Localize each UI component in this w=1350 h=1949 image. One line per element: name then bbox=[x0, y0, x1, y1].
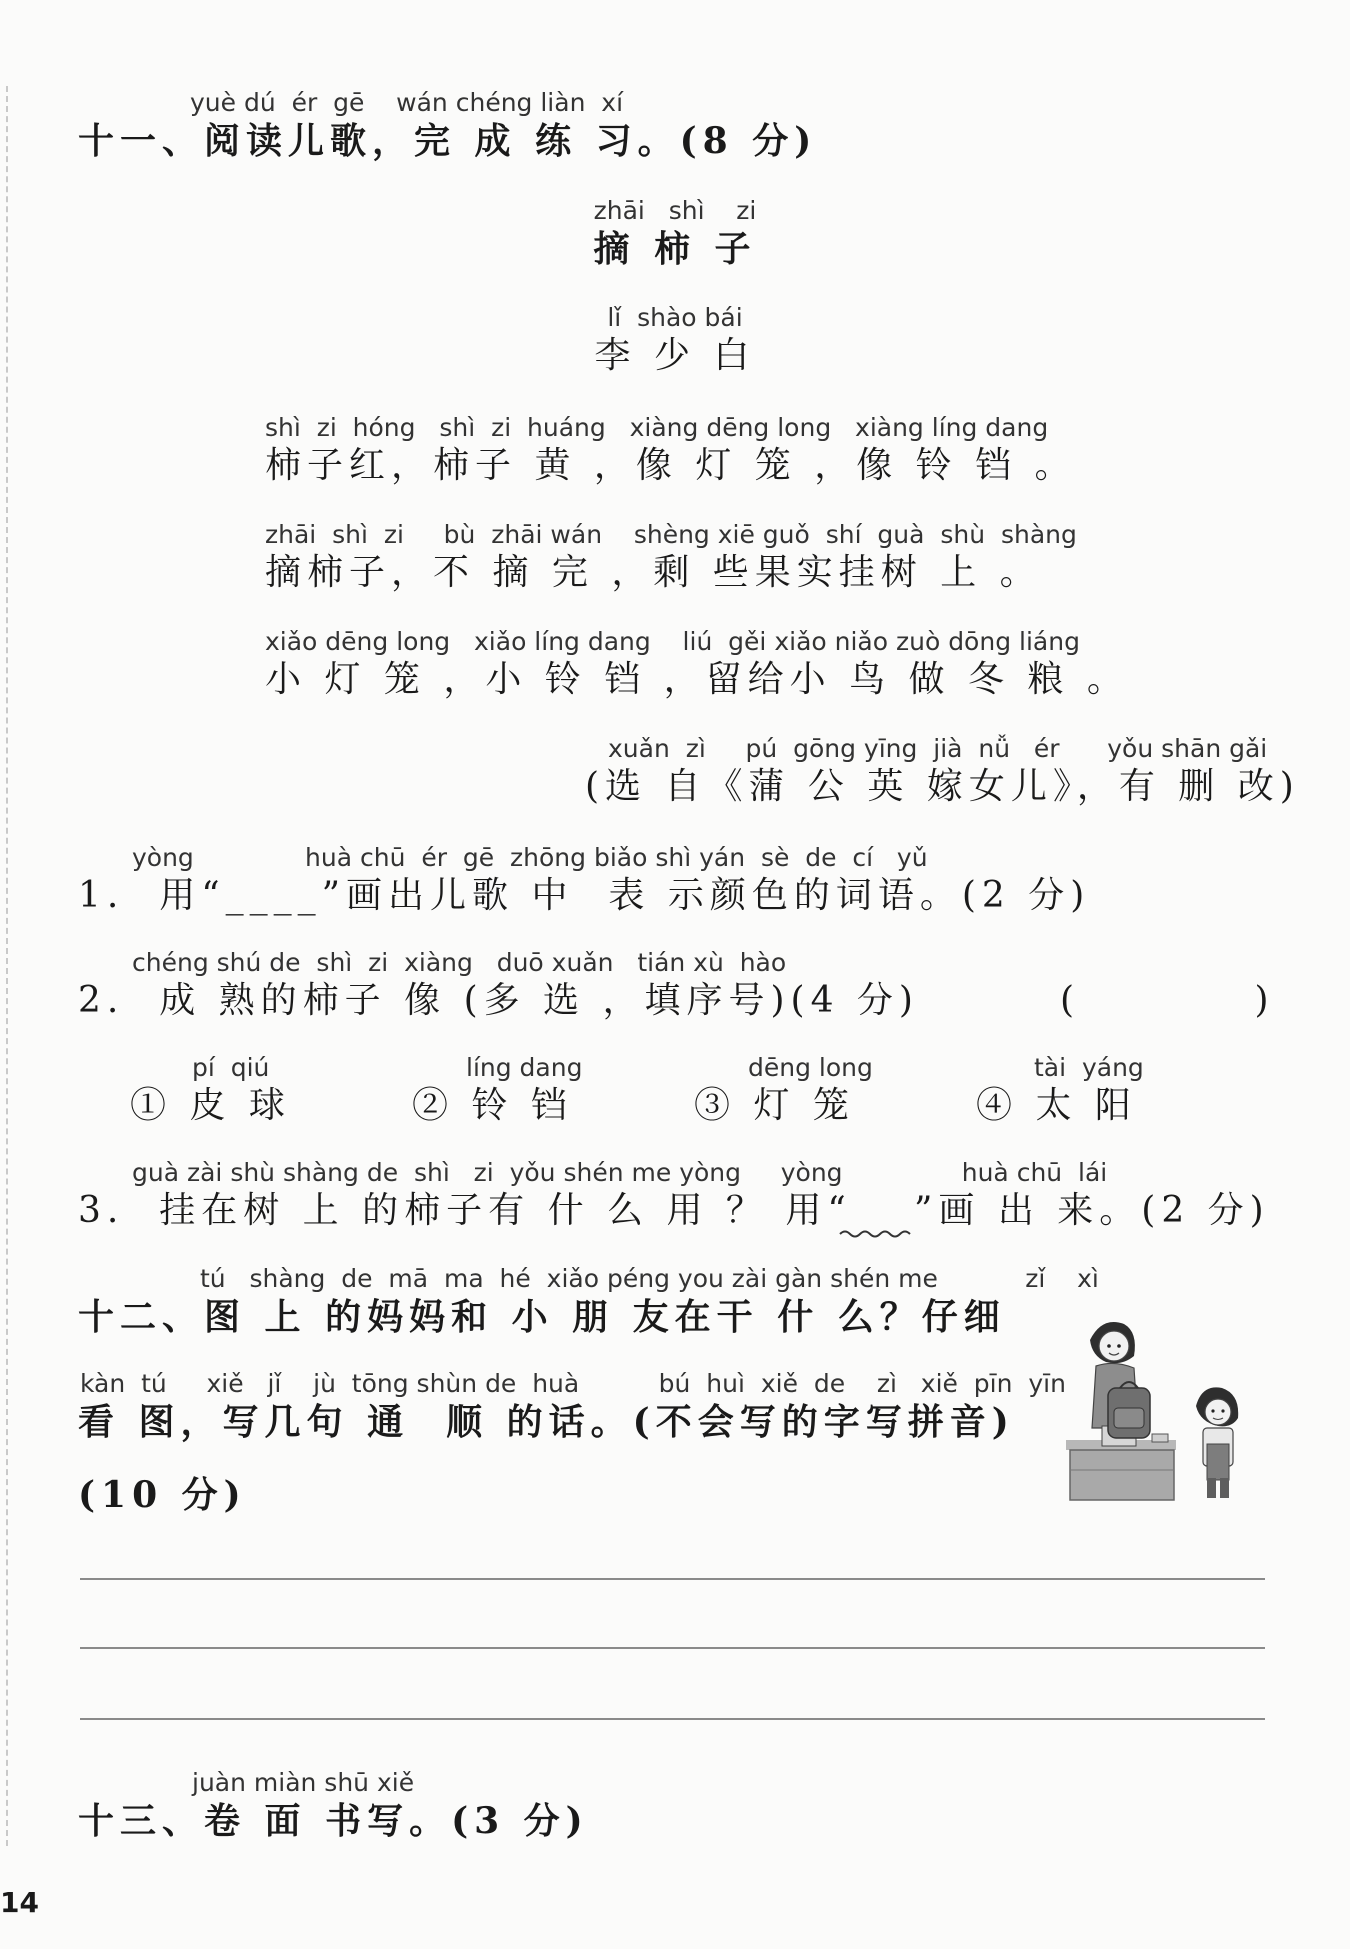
section13-title: 十三、卷 面 书写。(3 分) bbox=[78, 1800, 589, 1842]
q2-option4-pinyin: tài yáng bbox=[1034, 1053, 1144, 1082]
poem-line1: 柿子红，柿子 黄 ，像 灯 笼 ，像 铃 铛 。 bbox=[265, 445, 1077, 486]
poem-title: 摘 柿 子 bbox=[593, 228, 757, 270]
poem-title-pinyin: zhāi shì zi bbox=[593, 196, 757, 225]
writing-line-3[interactable] bbox=[80, 1718, 1265, 1720]
section12-line1: 十二、图 上 的妈妈和 小 朋 友在干 什 么？仔细 bbox=[78, 1296, 1006, 1338]
section11-pinyin: yuè dú ér gē wán chéng liàn xí bbox=[190, 88, 624, 117]
q2-text: 2. 成 熟的柿子 像 (多 选 ，填序号)(4 分) bbox=[78, 980, 919, 1021]
q2-option1: ① 皮 球 bbox=[130, 1085, 291, 1126]
writing-line-1[interactable] bbox=[80, 1578, 1265, 1580]
page-number: 14 bbox=[0, 1886, 39, 1919]
poem-author-pinyin: lǐ shào bái bbox=[607, 303, 743, 332]
q2-option3: ③ 灯 笼 bbox=[694, 1085, 855, 1126]
mother-child-illustration bbox=[1062, 1310, 1262, 1502]
q3-text: 3. 挂在树 上 的柿子有 什 么 用 ？ 用“ bbox=[78, 1190, 852, 1231]
poem-line2-pinyin: zhāi shì zi bù zhāi wán shèng xiē guǒ shí guà shù shàng bbox=[265, 520, 1077, 549]
q3-text-end: ”画 出 来。(2 分) bbox=[914, 1190, 1270, 1231]
q2-option2: ② 铃 铛 bbox=[412, 1085, 573, 1126]
writing-line-2[interactable] bbox=[80, 1647, 1265, 1649]
q3-pinyin: guà zài shù shàng de shì zi yǒu shén me yòng yòng huà chū lái bbox=[132, 1158, 1108, 1187]
poem-line1-pinyin: shì zi hóng shì zi huáng xiàng dēng long xiàng líng dang bbox=[265, 413, 1049, 442]
q2-answer-bracket[interactable]: ( ) bbox=[1060, 980, 1275, 1021]
section11-title: 十一、阅读儿歌，完 成 练 习。(8 分) bbox=[78, 120, 818, 162]
poem-source-pinyin: xuǎn zì pú gōng yīng jià nǚ ér yǒu shān gǎi bbox=[608, 734, 1268, 763]
section13-pinyin: juàn miàn shū xiě bbox=[192, 1768, 415, 1797]
section12-pinyin2: kàn tú xiě jǐ jù tōng shùn de huà bú huì xiě de zì xiě pīn yīn bbox=[80, 1369, 1066, 1398]
poem-line3-pinyin: xiǎo dēng long xiǎo líng dang liú gěi xiǎo niǎo zuò dōng liáng bbox=[265, 627, 1080, 656]
poem-source: (选 自《蒲 公 英 嫁女儿》，有 删 改) bbox=[585, 766, 1300, 807]
q1-text: 1. 用“____”画出儿歌 中 表 示颜色的词语。(2 分) bbox=[78, 875, 1091, 916]
poem-line3: 小 灯 笼 ，小 铃 铛 ，留给小 鸟 做 冬 粮 。 bbox=[265, 659, 1129, 700]
q2-option1-pinyin: pí qiú bbox=[192, 1053, 270, 1082]
section12-score: (10 分) bbox=[78, 1474, 247, 1516]
q1-pinyin: yòng huà chū ér gē zhōng biǎo shì yán sè de cí yǔ bbox=[132, 843, 928, 872]
q2-pinyin: chéng shú de shì zi xiàng duō xuǎn tián xù hào bbox=[132, 948, 787, 977]
section12-line2: 看 图，写几句 通 顺 的话。(不会写的字写拼音) bbox=[78, 1401, 1015, 1443]
q2-option2-pinyin: líng dang bbox=[466, 1053, 583, 1082]
q2-option3-pinyin: dēng long bbox=[748, 1053, 873, 1082]
q2-option4: ④ 太 阳 bbox=[976, 1085, 1137, 1126]
poem-author: 李 少 白 bbox=[594, 335, 756, 376]
poem-line2: 摘柿子，不 摘 完 ，剩 些果实挂树 上 。 bbox=[265, 552, 1042, 593]
section12-pinyin1: tú shàng de mā ma hé xiǎo péng you zài gàn shén me zǐ xì bbox=[200, 1264, 1099, 1293]
wavy-underline-sample bbox=[838, 1228, 918, 1240]
